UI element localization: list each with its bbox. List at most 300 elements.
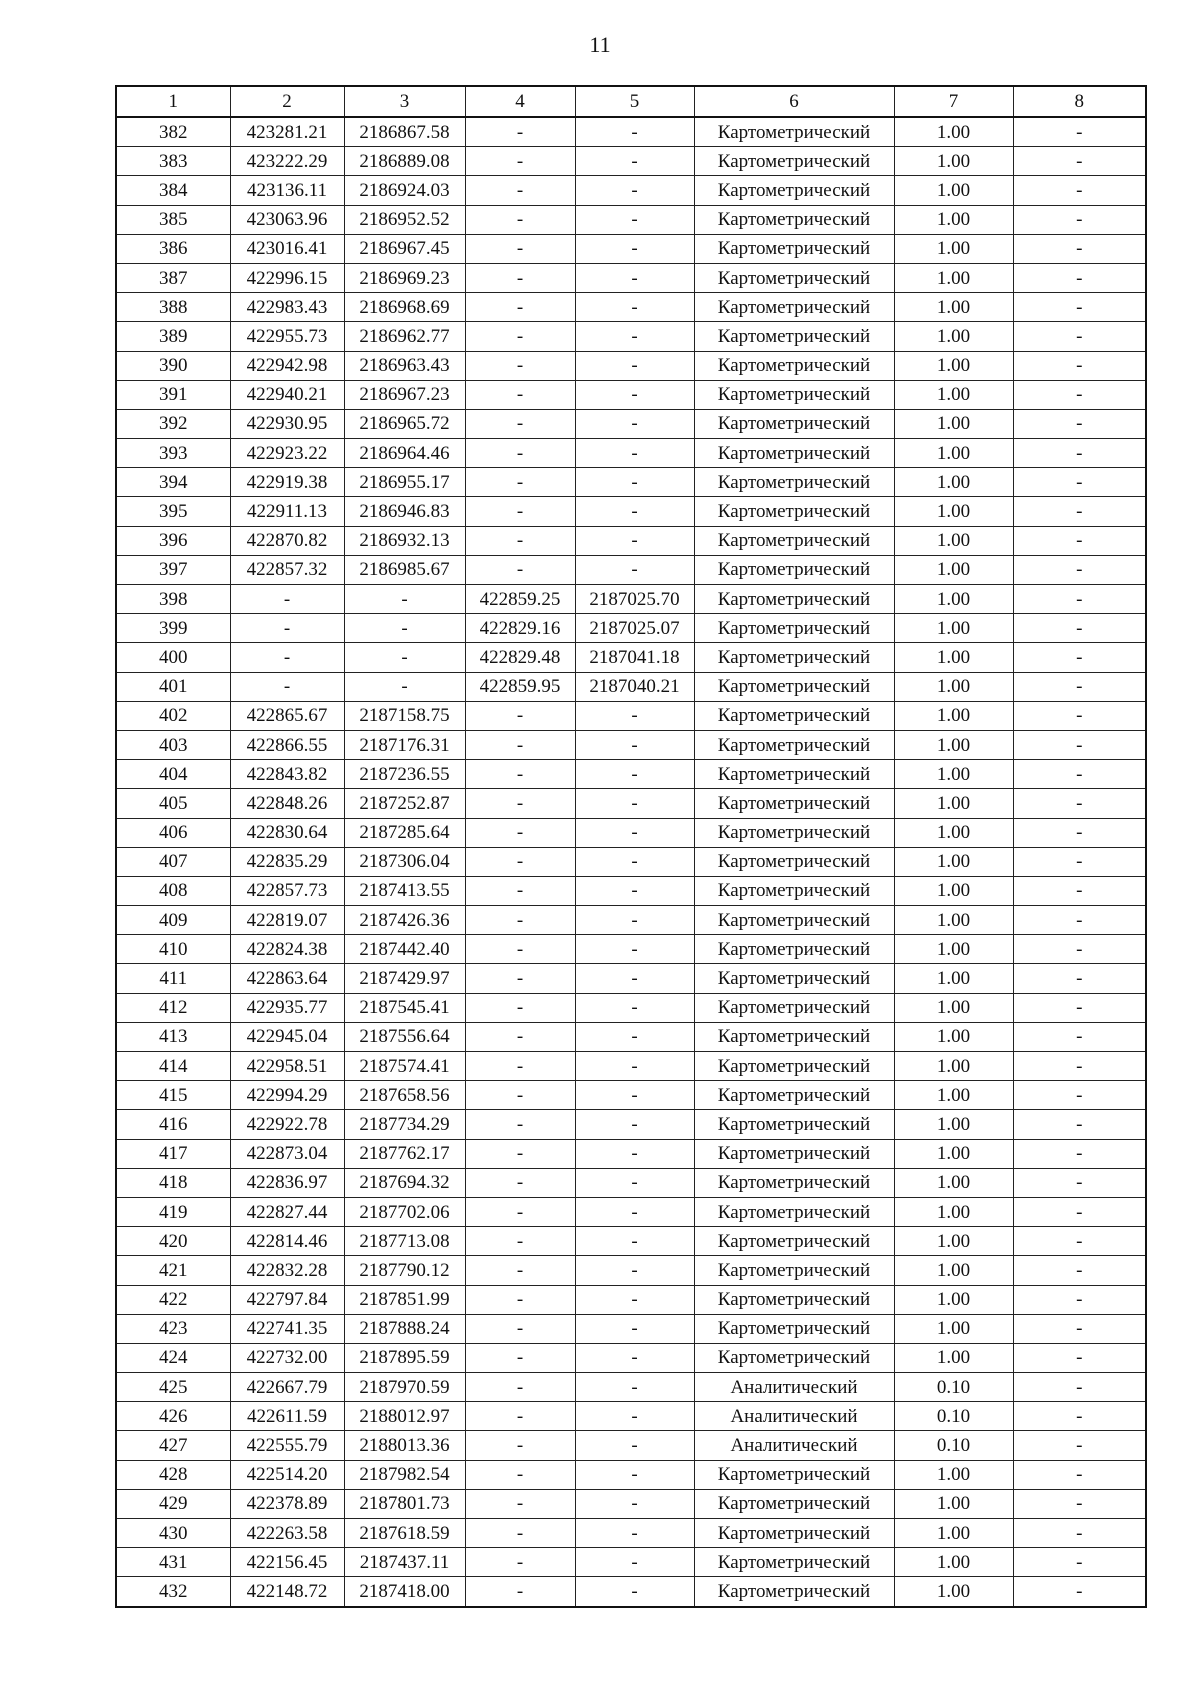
method-cell: Картометрический xyxy=(694,234,894,263)
table-row xyxy=(116,176,1146,205)
y-coordinate-cell: - xyxy=(344,643,465,672)
x-coordinate-cell: 422378.89 xyxy=(230,1489,344,1518)
description-cell: - xyxy=(1013,1460,1146,1489)
x-coordinate-cell: 423063.96 xyxy=(230,205,344,234)
table-row xyxy=(116,964,1146,993)
description-cell: - xyxy=(1013,147,1146,176)
table-row xyxy=(116,614,1146,643)
y-new-cell: 2187040.21 xyxy=(575,672,694,701)
column-header: 1 xyxy=(116,86,230,117)
x-coordinate-cell: 422865.67 xyxy=(230,701,344,730)
x-coordinate-cell: 422940.21 xyxy=(230,380,344,409)
y-coordinate-cell: 2187734.29 xyxy=(344,1110,465,1139)
method-cell: Картометрический xyxy=(694,1110,894,1139)
method-cell: Картометрический xyxy=(694,1168,894,1197)
method-cell: Картометрический xyxy=(694,1197,894,1226)
description-cell: - xyxy=(1013,847,1146,876)
y-coordinate-cell: 2186967.45 xyxy=(344,234,465,263)
description-cell: - xyxy=(1013,1548,1146,1577)
x-coordinate-cell: 422263.58 xyxy=(230,1519,344,1548)
table-row xyxy=(116,1081,1146,1110)
point-number-cell: 389 xyxy=(116,322,230,351)
y-new-cell: - xyxy=(575,526,694,555)
accuracy-cell: 1.00 xyxy=(894,906,1013,935)
method-cell: Картометрический xyxy=(694,1081,894,1110)
y-new-cell: - xyxy=(575,760,694,789)
y-new-cell: - xyxy=(575,555,694,584)
description-cell: - xyxy=(1013,789,1146,818)
y-coordinate-cell: 2187285.64 xyxy=(344,818,465,847)
point-number-cell: 429 xyxy=(116,1489,230,1518)
x-coordinate-cell: 422994.29 xyxy=(230,1081,344,1110)
y-coordinate-cell: 2187437.11 xyxy=(344,1548,465,1577)
description-cell: - xyxy=(1013,672,1146,701)
point-number-cell: 383 xyxy=(116,147,230,176)
y-new-cell: - xyxy=(575,380,694,409)
method-cell: Картометрический xyxy=(694,614,894,643)
x-coordinate-cell: 422923.22 xyxy=(230,439,344,468)
point-number-cell: 391 xyxy=(116,380,230,409)
y-coordinate-cell: 2186964.46 xyxy=(344,439,465,468)
x-coordinate-cell: 422983.43 xyxy=(230,293,344,322)
point-number-cell: 393 xyxy=(116,439,230,468)
table-row xyxy=(116,1489,1146,1518)
y-new-cell: - xyxy=(575,1373,694,1402)
accuracy-cell: 1.00 xyxy=(894,1052,1013,1081)
point-number-cell: 408 xyxy=(116,876,230,905)
y-new-cell: - xyxy=(575,1519,694,1548)
table-row xyxy=(116,1314,1146,1343)
method-cell: Картометрический xyxy=(694,205,894,234)
description-cell: - xyxy=(1013,234,1146,263)
method-cell: Картометрический xyxy=(694,1256,894,1285)
x-new-cell: - xyxy=(465,1227,575,1256)
x-coordinate-cell: 422866.55 xyxy=(230,730,344,759)
method-cell: Картометрический xyxy=(694,263,894,292)
point-number-cell: 409 xyxy=(116,906,230,935)
y-coordinate-cell: 2187801.73 xyxy=(344,1489,465,1518)
method-cell: Картометрический xyxy=(694,1022,894,1051)
point-number-cell: 390 xyxy=(116,351,230,380)
x-coordinate-cell: 422955.73 xyxy=(230,322,344,351)
method-cell: Картометрический xyxy=(694,1548,894,1577)
method-cell: Картометрический xyxy=(694,935,894,964)
y-new-cell: - xyxy=(575,1431,694,1460)
y-new-cell: - xyxy=(575,1343,694,1372)
column-header: 7 xyxy=(894,86,1013,117)
table-row xyxy=(116,1402,1146,1431)
y-new-cell: - xyxy=(575,1256,694,1285)
point-number-cell: 423 xyxy=(116,1314,230,1343)
y-new-cell: - xyxy=(575,730,694,759)
description-cell: - xyxy=(1013,1139,1146,1168)
x-coordinate-cell: - xyxy=(230,585,344,614)
x-coordinate-cell: 422732.00 xyxy=(230,1343,344,1372)
point-number-cell: 398 xyxy=(116,585,230,614)
column-header: 2 xyxy=(230,86,344,117)
method-cell: Картометрический xyxy=(694,818,894,847)
method-cell: Картометрический xyxy=(694,1139,894,1168)
y-coordinate-cell: 2186965.72 xyxy=(344,409,465,438)
point-number-cell: 418 xyxy=(116,1168,230,1197)
x-new-cell: - xyxy=(465,234,575,263)
description-cell: - xyxy=(1013,1168,1146,1197)
x-new-cell: - xyxy=(465,993,575,1022)
coordinates-table xyxy=(115,85,1147,1608)
method-cell: Картометрический xyxy=(694,147,894,176)
method-cell: Аналитический xyxy=(694,1402,894,1431)
table-row xyxy=(116,1052,1146,1081)
y-new-cell: - xyxy=(575,409,694,438)
method-cell: Картометрический xyxy=(694,1577,894,1607)
method-cell: Картометрический xyxy=(694,1227,894,1256)
method-cell: Картометрический xyxy=(694,117,894,147)
column-header: 4 xyxy=(465,86,575,117)
accuracy-cell: 1.00 xyxy=(894,526,1013,555)
description-cell: - xyxy=(1013,205,1146,234)
description-cell: - xyxy=(1013,1081,1146,1110)
accuracy-cell: 1.00 xyxy=(894,1489,1013,1518)
y-coordinate-cell: 2187618.59 xyxy=(344,1519,465,1548)
point-number-cell: 405 xyxy=(116,789,230,818)
x-new-cell: - xyxy=(465,526,575,555)
point-number-cell: 428 xyxy=(116,1460,230,1489)
x-coordinate-cell: 422942.98 xyxy=(230,351,344,380)
accuracy-cell: 1.00 xyxy=(894,409,1013,438)
table-row xyxy=(116,555,1146,584)
x-new-cell: - xyxy=(465,1256,575,1285)
table-row xyxy=(116,351,1146,380)
accuracy-cell: 1.00 xyxy=(894,701,1013,730)
x-new-cell: - xyxy=(465,1373,575,1402)
y-coordinate-cell: 2187970.59 xyxy=(344,1373,465,1402)
method-cell: Картометрический xyxy=(694,526,894,555)
point-number-cell: 421 xyxy=(116,1256,230,1285)
y-coordinate-cell: 2186867.58 xyxy=(344,117,465,147)
method-cell: Картометрический xyxy=(694,730,894,759)
description-cell: - xyxy=(1013,322,1146,351)
table-row xyxy=(116,1460,1146,1489)
x-new-cell: - xyxy=(465,176,575,205)
y-new-cell: - xyxy=(575,1197,694,1226)
table-header-row xyxy=(116,86,1146,117)
x-coordinate-cell: 422857.73 xyxy=(230,876,344,905)
y-coordinate-cell: 2187658.56 xyxy=(344,1081,465,1110)
accuracy-cell: 1.00 xyxy=(894,1314,1013,1343)
x-coordinate-cell: 422835.29 xyxy=(230,847,344,876)
y-new-cell: - xyxy=(575,1168,694,1197)
table-row xyxy=(116,205,1146,234)
x-new-cell: - xyxy=(465,876,575,905)
description-cell: - xyxy=(1013,293,1146,322)
y-new-cell: - xyxy=(575,1139,694,1168)
x-new-cell: - xyxy=(465,1052,575,1081)
y-coordinate-cell: 2186968.69 xyxy=(344,293,465,322)
x-new-cell: 422859.25 xyxy=(465,585,575,614)
y-coordinate-cell: 2187713.08 xyxy=(344,1227,465,1256)
point-number-cell: 425 xyxy=(116,1373,230,1402)
method-cell: Картометрический xyxy=(694,789,894,818)
x-coordinate-cell: 422797.84 xyxy=(230,1285,344,1314)
table-row xyxy=(116,1227,1146,1256)
accuracy-cell: 1.00 xyxy=(894,1110,1013,1139)
table-row xyxy=(116,1519,1146,1548)
x-coordinate-cell: 422870.82 xyxy=(230,526,344,555)
x-new-cell: - xyxy=(465,468,575,497)
x-new-cell: - xyxy=(465,1577,575,1607)
y-new-cell: - xyxy=(575,1081,694,1110)
table-row xyxy=(116,993,1146,1022)
y-coordinate-cell: 2186962.77 xyxy=(344,322,465,351)
x-coordinate-cell: 422911.13 xyxy=(230,497,344,526)
table-row xyxy=(116,585,1146,614)
x-new-cell: - xyxy=(465,497,575,526)
description-cell: - xyxy=(1013,964,1146,993)
x-coordinate-cell: 423222.29 xyxy=(230,147,344,176)
description-cell: - xyxy=(1013,439,1146,468)
x-new-cell: - xyxy=(465,1110,575,1139)
accuracy-cell: 1.00 xyxy=(894,263,1013,292)
y-new-cell: - xyxy=(575,1577,694,1607)
y-new-cell: - xyxy=(575,993,694,1022)
description-cell: - xyxy=(1013,1227,1146,1256)
accuracy-cell: 1.00 xyxy=(894,555,1013,584)
x-coordinate-cell: 423136.11 xyxy=(230,176,344,205)
description-cell: - xyxy=(1013,614,1146,643)
table-row xyxy=(116,147,1146,176)
accuracy-cell: 1.00 xyxy=(894,1256,1013,1285)
y-coordinate-cell: 2187851.99 xyxy=(344,1285,465,1314)
x-new-cell: - xyxy=(465,760,575,789)
x-new-cell: - xyxy=(465,1022,575,1051)
method-cell: Картометрический xyxy=(694,468,894,497)
method-cell: Картометрический xyxy=(694,643,894,672)
accuracy-cell: 1.00 xyxy=(894,1227,1013,1256)
page-number: 11 xyxy=(589,32,611,57)
y-new-cell: 2187025.70 xyxy=(575,585,694,614)
table-row xyxy=(116,818,1146,847)
accuracy-cell: 1.00 xyxy=(894,993,1013,1022)
description-cell: - xyxy=(1013,876,1146,905)
y-new-cell: - xyxy=(575,263,694,292)
table-row xyxy=(116,1022,1146,1051)
y-coordinate-cell: 2186932.13 xyxy=(344,526,465,555)
accuracy-cell: 1.00 xyxy=(894,351,1013,380)
x-new-cell: - xyxy=(465,439,575,468)
description-cell: - xyxy=(1013,1256,1146,1285)
y-coordinate-cell: 2187426.36 xyxy=(344,906,465,935)
x-coordinate-cell: 422922.78 xyxy=(230,1110,344,1139)
table-row xyxy=(116,1139,1146,1168)
point-number-cell: 382 xyxy=(116,117,230,147)
description-cell: - xyxy=(1013,263,1146,292)
table-row xyxy=(116,1256,1146,1285)
y-coordinate-cell: 2187545.41 xyxy=(344,993,465,1022)
x-new-cell: 422829.16 xyxy=(465,614,575,643)
x-coordinate-cell: 422848.26 xyxy=(230,789,344,818)
table-row xyxy=(116,906,1146,935)
table-row xyxy=(116,322,1146,351)
y-coordinate-cell: 2187236.55 xyxy=(344,760,465,789)
method-cell: Картометрический xyxy=(694,701,894,730)
method-cell: Картометрический xyxy=(694,1460,894,1489)
description-cell: - xyxy=(1013,1343,1146,1372)
description-cell: - xyxy=(1013,1052,1146,1081)
method-cell: Картометрический xyxy=(694,585,894,614)
x-coordinate-cell: 422156.45 xyxy=(230,1548,344,1577)
description-cell: - xyxy=(1013,585,1146,614)
point-number-cell: 431 xyxy=(116,1548,230,1577)
description-cell: - xyxy=(1013,176,1146,205)
y-coordinate-cell: 2186985.67 xyxy=(344,555,465,584)
accuracy-cell: 1.00 xyxy=(894,643,1013,672)
point-number-cell: 420 xyxy=(116,1227,230,1256)
y-new-cell: - xyxy=(575,906,694,935)
x-new-cell: - xyxy=(465,555,575,584)
table-row xyxy=(116,789,1146,818)
table-row xyxy=(116,117,1146,147)
x-coordinate-cell: - xyxy=(230,614,344,643)
x-coordinate-cell: 422843.82 xyxy=(230,760,344,789)
table-body xyxy=(116,117,1146,1607)
table-row xyxy=(116,1431,1146,1460)
description-cell: - xyxy=(1013,351,1146,380)
point-number-cell: 426 xyxy=(116,1402,230,1431)
y-coordinate-cell: 2187762.17 xyxy=(344,1139,465,1168)
table-row xyxy=(116,263,1146,292)
accuracy-cell: 1.00 xyxy=(894,1168,1013,1197)
y-new-cell: - xyxy=(575,964,694,993)
point-number-cell: 407 xyxy=(116,847,230,876)
method-cell: Аналитический xyxy=(694,1373,894,1402)
x-new-cell: - xyxy=(465,1489,575,1518)
point-number-cell: 430 xyxy=(116,1519,230,1548)
description-cell: - xyxy=(1013,760,1146,789)
x-coordinate-cell: 423281.21 xyxy=(230,117,344,147)
x-new-cell: - xyxy=(465,1081,575,1110)
y-coordinate-cell: 2187306.04 xyxy=(344,847,465,876)
x-coordinate-cell: 422958.51 xyxy=(230,1052,344,1081)
column-header: 3 xyxy=(344,86,465,117)
point-number-cell: 432 xyxy=(116,1577,230,1607)
method-cell: Картометрический xyxy=(694,760,894,789)
y-coordinate-cell: 2187176.31 xyxy=(344,730,465,759)
accuracy-cell: 0.10 xyxy=(894,1402,1013,1431)
method-cell: Картометрический xyxy=(694,351,894,380)
table-row xyxy=(116,1197,1146,1226)
table-row xyxy=(116,701,1146,730)
accuracy-cell: 1.00 xyxy=(894,876,1013,905)
point-number-cell: 415 xyxy=(116,1081,230,1110)
y-coordinate-cell: 2187895.59 xyxy=(344,1343,465,1372)
point-number-cell: 400 xyxy=(116,643,230,672)
y-new-cell: - xyxy=(575,293,694,322)
accuracy-cell: 1.00 xyxy=(894,935,1013,964)
x-new-cell: - xyxy=(465,847,575,876)
x-new-cell: - xyxy=(465,351,575,380)
description-cell: - xyxy=(1013,1489,1146,1518)
description-cell: - xyxy=(1013,818,1146,847)
table-row xyxy=(116,1343,1146,1372)
point-number-cell: 388 xyxy=(116,293,230,322)
y-new-cell: - xyxy=(575,205,694,234)
point-number-cell: 402 xyxy=(116,701,230,730)
description-cell: - xyxy=(1013,1314,1146,1343)
x-new-cell: - xyxy=(465,1168,575,1197)
y-coordinate-cell: 2187158.75 xyxy=(344,701,465,730)
x-coordinate-cell: - xyxy=(230,643,344,672)
method-cell: Картометрический xyxy=(694,322,894,351)
method-cell: Картометрический xyxy=(694,497,894,526)
table-row xyxy=(116,293,1146,322)
y-new-cell: - xyxy=(575,1110,694,1139)
method-cell: Картометрический xyxy=(694,1052,894,1081)
point-number-cell: 395 xyxy=(116,497,230,526)
y-coordinate-cell: 2187418.00 xyxy=(344,1577,465,1607)
y-coordinate-cell: 2187252.87 xyxy=(344,789,465,818)
x-coordinate-cell: 422863.64 xyxy=(230,964,344,993)
description-cell: - xyxy=(1013,1519,1146,1548)
accuracy-cell: 1.00 xyxy=(894,1139,1013,1168)
method-cell: Картометрический xyxy=(694,993,894,1022)
y-coordinate-cell: 2187429.97 xyxy=(344,964,465,993)
table-row xyxy=(116,409,1146,438)
y-coordinate-cell: 2187888.24 xyxy=(344,1314,465,1343)
y-coordinate-cell: 2188013.36 xyxy=(344,1431,465,1460)
y-new-cell: - xyxy=(575,117,694,147)
method-cell: Картометрический xyxy=(694,1489,894,1518)
x-coordinate-cell: 422945.04 xyxy=(230,1022,344,1051)
accuracy-cell: 1.00 xyxy=(894,1022,1013,1051)
table-row xyxy=(116,672,1146,701)
y-coordinate-cell: 2187574.41 xyxy=(344,1052,465,1081)
method-cell: Картометрический xyxy=(694,876,894,905)
accuracy-cell: 1.00 xyxy=(894,205,1013,234)
accuracy-cell: 1.00 xyxy=(894,1343,1013,1372)
x-new-cell: - xyxy=(465,147,575,176)
x-coordinate-cell: 422857.32 xyxy=(230,555,344,584)
table-row xyxy=(116,1285,1146,1314)
table-row xyxy=(116,643,1146,672)
y-new-cell: - xyxy=(575,935,694,964)
x-new-cell: - xyxy=(465,1548,575,1577)
accuracy-cell: 1.00 xyxy=(894,176,1013,205)
x-coordinate-cell: 422996.15 xyxy=(230,263,344,292)
accuracy-cell: 1.00 xyxy=(894,818,1013,847)
point-number-cell: 422 xyxy=(116,1285,230,1314)
method-cell: Картометрический xyxy=(694,176,894,205)
y-new-cell: - xyxy=(575,351,694,380)
table-row xyxy=(116,760,1146,789)
point-number-cell: 385 xyxy=(116,205,230,234)
x-new-cell: - xyxy=(465,409,575,438)
table-row xyxy=(116,380,1146,409)
y-coordinate-cell: 2186924.03 xyxy=(344,176,465,205)
description-cell: - xyxy=(1013,526,1146,555)
x-new-cell: - xyxy=(465,1197,575,1226)
x-coordinate-cell: 422555.79 xyxy=(230,1431,344,1460)
y-new-cell: - xyxy=(575,176,694,205)
point-number-cell: 417 xyxy=(116,1139,230,1168)
x-coordinate-cell: - xyxy=(230,672,344,701)
accuracy-cell: 1.00 xyxy=(894,847,1013,876)
accuracy-cell: 0.10 xyxy=(894,1431,1013,1460)
description-cell: - xyxy=(1013,1197,1146,1226)
description-cell: - xyxy=(1013,1431,1146,1460)
accuracy-cell: 1.00 xyxy=(894,439,1013,468)
y-new-cell: - xyxy=(575,468,694,497)
description-cell: - xyxy=(1013,555,1146,584)
